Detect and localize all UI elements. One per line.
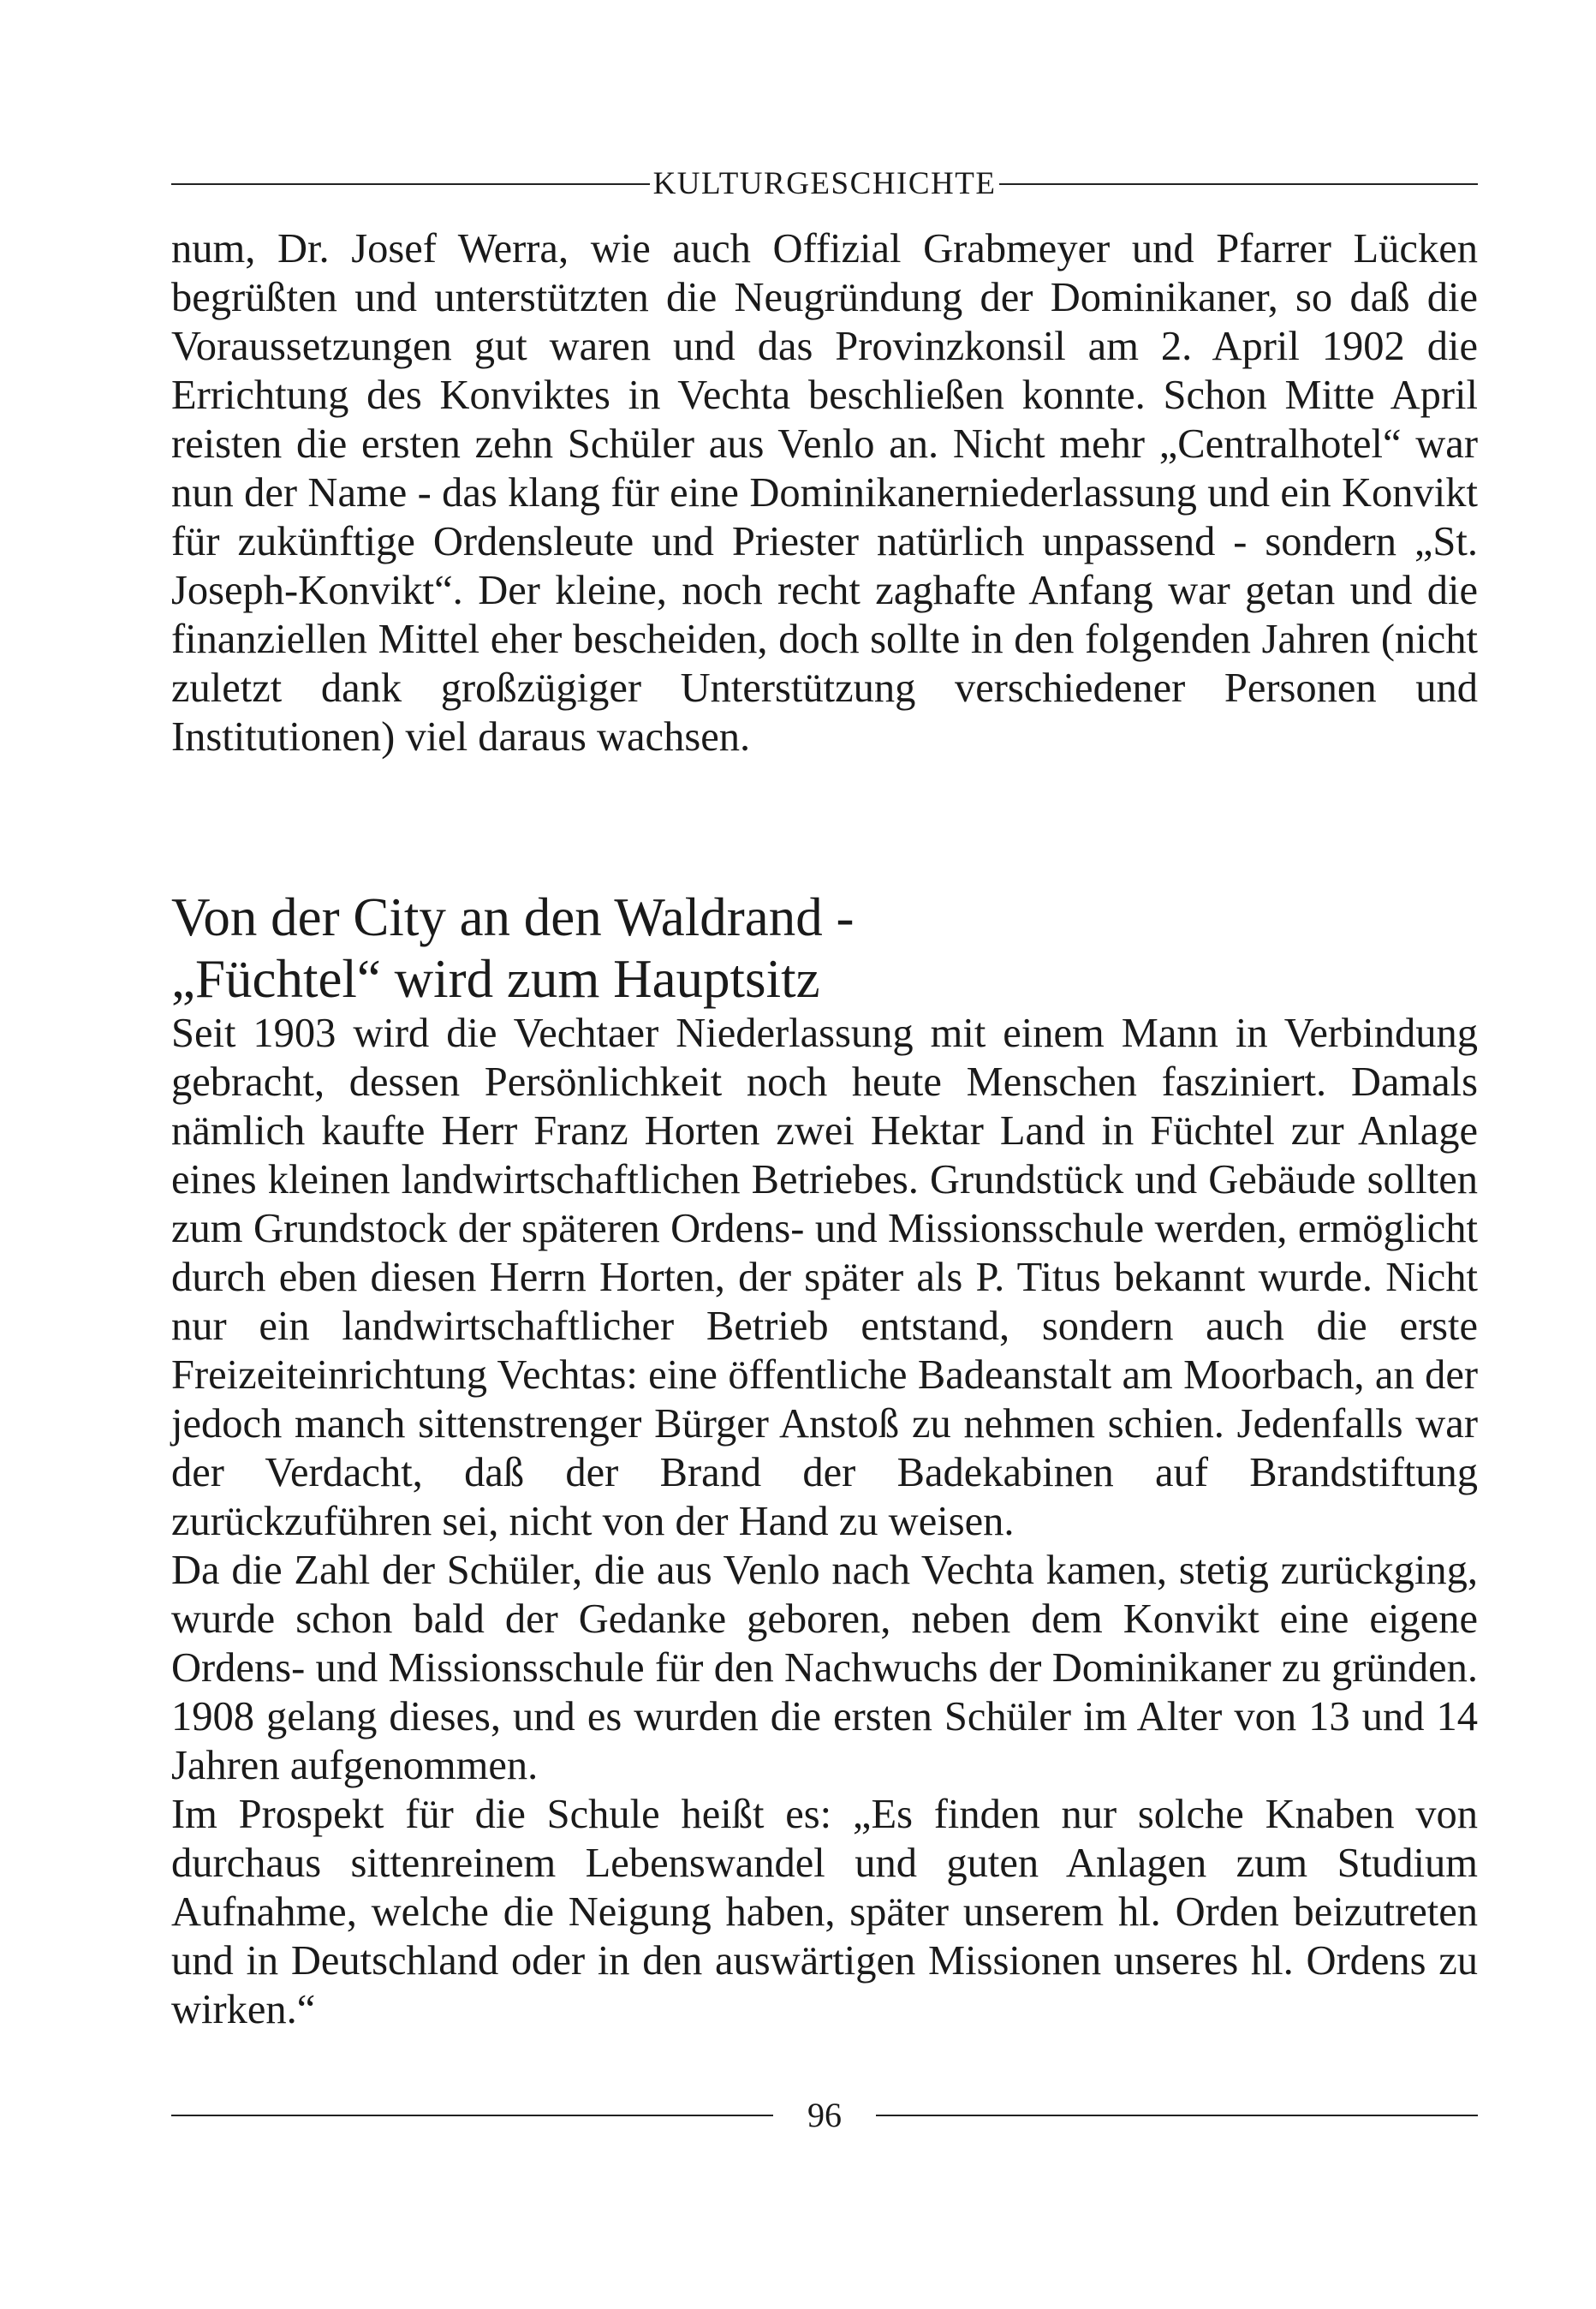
intro-text (171, 224, 1478, 761)
section-paragraph-2: Da die Zahl der Schüler, die aus Venlo nach Vechta kamen, stetig zurückging, wurde schon bald der Gedanke geboren, neben dem Konvikt eine eigene Ordens- und Missionsschule für den Nachwuchs der Dominikaner zu gründen. 1908 gelang dieses, und es wurden die ersten Schüler im Alter von 13 und 14 Jahren aufgenommen. (171, 1548, 1478, 1788)
page-number: 96 (807, 2096, 842, 2134)
document-page (171, 0, 1478, 2309)
footer-rule-left (171, 2115, 773, 2116)
header-rule-right (999, 183, 1478, 185)
header-rule-left (171, 183, 650, 185)
page-footer (171, 2098, 1478, 2133)
section-paragraph-3: Im Prospekt für die Schule heißt es: „Es finden nur solche Knaben von durchaus sittenreinem Lebenswandel und guten Anlagen zum Studium Aufnahme, welche die Neigung haben, später unserem hl. Orden beizutreten und in Deutschland oder in den auswärtigen Missionen unseres hl. Ordens zu wirken.“ (171, 1792, 1478, 2032)
section-paragraph-1: Seit 1903 wird die Vechtaer Niederlassung mit einem Mann in Verbindung gebracht, dessen Persönlichkeit noch heute Menschen fasziniert. Damals nämlich kaufte Herr Franz Horten zwei Hektar Land in Füchtel zur Anlage eines kleinen landwirtschaftlichen Betriebes. Grundstück und Gebäude sollten zum Grundstock der späteren Ordens- und Missionsschule werden, ermöglicht durch eben diesen Herrn Horten, der später als P. Titus bekannt wurde. Nicht nur ein landwirtschaftlicher Betrieb entstand, sondern auch die erste Freizeiteinrichtung Vechtas: eine öffentliche Badeanstalt am Moorbach, an der jedoch manch sittenstrenger Bürger Anstoß zu nehmen schien. Jedenfalls war der Verdacht, daß der Brand der Badekabinen auf Brandstiftung zurückzuführen sei, nicht von der Hand zu weisen. (171, 1011, 1478, 1544)
section-heading-line-1: Von der City an den Waldrand - (171, 887, 855, 947)
running-header (171, 168, 1478, 200)
intro-paragraph: num, Dr. Josef Werra, wie auch Offizial Grabmeyer und Pfarrer Lücken begrüßten und unterstützten die Neugründung der Dominikaner, so daß die Voraussetzungen gut waren und das Provinzkonsil am 2. April 1902 die Errichtung des Konviktes in Vechta beschließen konnte. Schon Mitte April reisten die ersten zehn Schüler aus Venlo an. Nicht mehr „Centralhotel“ war nun der Name - das klang für eine Dominikanerniederlassung und ein Konvikt für zukünftige Ordensleute und Priester natürlich unpassend - sondern „St. Joseph-Konvikt“. Der kleine, noch recht zaghafte Anfang war getan und die finanziellen Mittel eher bescheiden, doch sollte in den folgenden Jahren (nicht zuletzt dank großzügiger Unterstützung verschiedener Personen und Institutionen) viel daraus wachsen. (171, 226, 1478, 760)
section-title: KULTURGESCHICHTE (652, 166, 997, 201)
section-heading-line-2: „Füchtel“ wird zum Hauptsitz (171, 949, 820, 1009)
footer-rule-right (876, 2115, 1478, 2116)
section-text (171, 1009, 1478, 2034)
section-heading (171, 886, 1478, 1010)
